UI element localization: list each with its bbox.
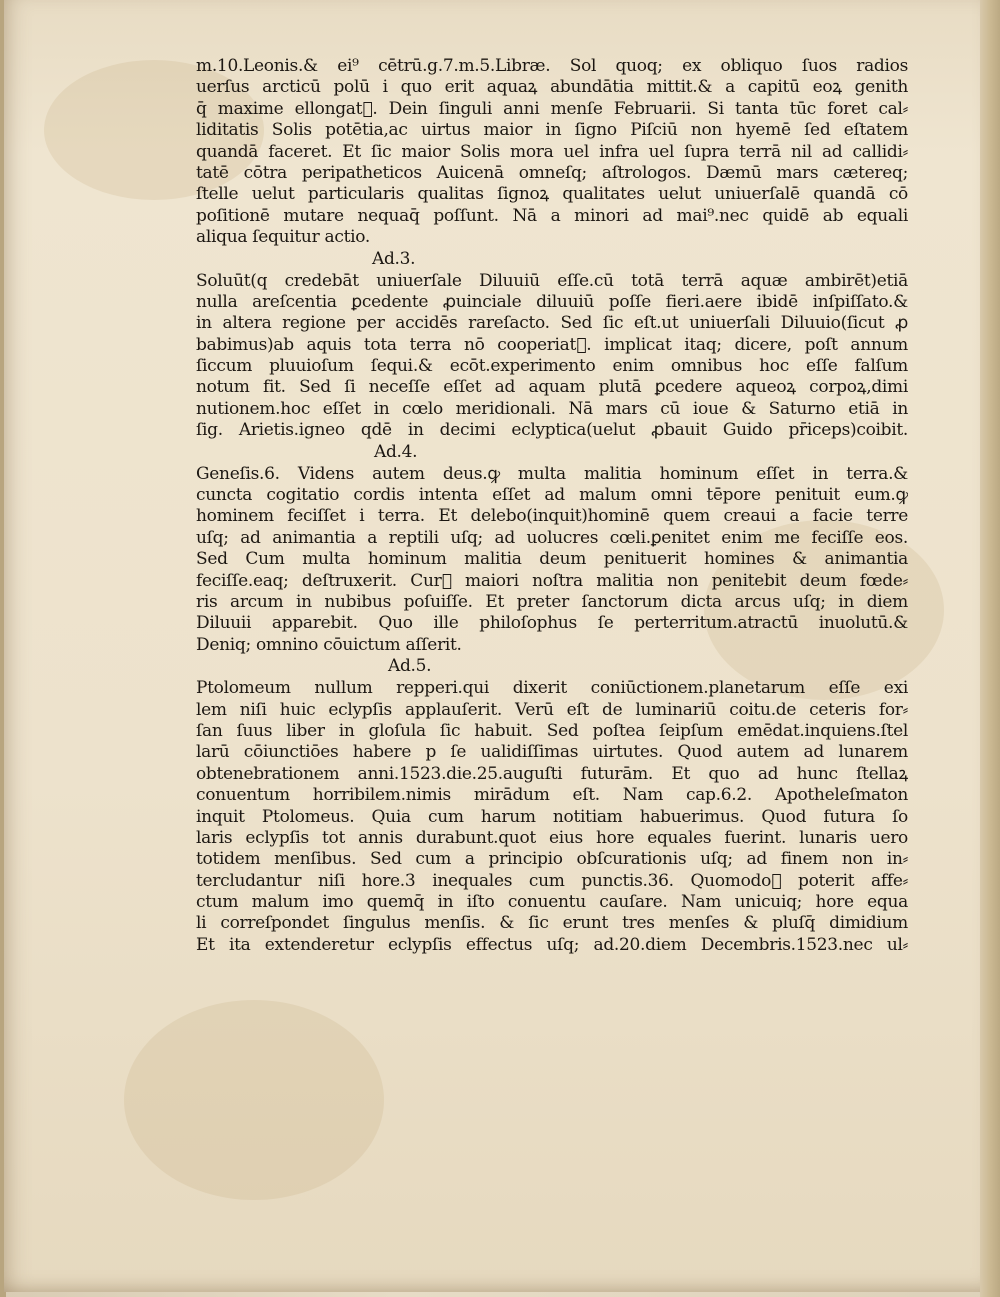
right-page-edge bbox=[980, 0, 1000, 1297]
text-line: ſiccum pluuioſum ſequi.& ecōt.experimento enim omnibus hoc eſſe falſum bbox=[196, 356, 908, 377]
text-line: nutionem.hoc eſſet in cœlo meridionali. Nā mars cū ioue & Saturno etiā in bbox=[196, 398, 908, 419]
text-line: m.10.Leonis.& ei⁹ cētrū.g.7.m.5.Libræ. Sol quoq; ex obliquo ſuos radios bbox=[196, 56, 908, 76]
text-line: ſig. Arietis.igneo qdē in decimi eclyptica(uelut ꝓbauit Guido pr̄iceps)coibit. bbox=[196, 420, 908, 441]
text-line: ris arcum in nubibus poſuiſſe. Et preter ſanctorum dicta arcus uſq; in diem bbox=[196, 591, 908, 612]
text-line: ſan ſuus liber in gloſula ſic habuit. Sed poſtea ſeipſum emēdat.inquiens.ſtel bbox=[196, 720, 908, 741]
text-line: notum fit. Sed ſi neceſſe eſſet ad aquam plutā ꝑcedere aqueoꝝ corpoꝝ,dimi bbox=[196, 377, 908, 398]
text-line: nulla areſcentia ꝑcedente ꝓuinciale diluuiū poſſe fieri.aere ibidē inſpiſſato.& bbox=[196, 291, 908, 312]
text-line: poſitionē mutare nequaq̄ poſſunt. Nā a minori ad mai⁹.nec quidē ab equali bbox=[196, 205, 908, 226]
text-line: Deniq; omnino cōuictum aſſerit. bbox=[196, 634, 462, 655]
text-line: feciſſe.eaq; deſtruxerit. Cur᷑ maiori noſtra malitia non penitebit deum fœde⸗ bbox=[196, 570, 908, 591]
text-line: larū cōiunctiōes habere p ſe ualidiſſimas uirtutes. Quod autem ad lunarem bbox=[196, 742, 908, 763]
text-line: tatē cōtra peripatheticos Auicenā omneſq; aſtrologos. Dæmū mars cætereq; bbox=[196, 162, 908, 183]
text-line: totidem menſibus. Sed cum a principio obſcurationis uſq; ad finem non in⸗ bbox=[196, 849, 908, 870]
text-line: Et ita extenderetur eclypſis effectus uſq; ad.20.diem Decembris.1523.nec ul⸗ bbox=[196, 934, 908, 955]
text-line: inquit Ptolomeus. Quia cum harum notitiam habuerimus. Quod futura ſo bbox=[196, 806, 908, 827]
text-line: q̄ maxime ellongat᷑. Dein ſinguli anni menſe Februarii. Si tanta tūc foret cal⸗ bbox=[196, 98, 908, 119]
text-line: Ptolomeum nullum repperi.qui dixerit coniūctionem.planetarum eſſe exi bbox=[196, 678, 908, 699]
text-line: liditatis Solis potētia,ac uirtus maior in ſigno Piſciū non hyemē ſed eſtatem bbox=[196, 120, 908, 141]
text-line: cuncta cogitatio cordis intenta eſſet ad malum omni tēpore penituit eum.ꝙ bbox=[196, 485, 908, 506]
text-line: Geneſis.6. Videns autem deus.ꝙ multa malitia hominum eſſet in terra.& bbox=[196, 463, 908, 484]
text-line: ſtelle uelut particularis qualitas ſignoꝝ qualitates uelut uniuerſalē quandā cō bbox=[196, 184, 908, 205]
section-2 bbox=[196, 249, 908, 442]
section-4 bbox=[196, 656, 908, 956]
text-line: quandā faceret. Et ſic maior Solis mora uel infra uel ſupra terrā nil ad callidi⸗ bbox=[196, 141, 908, 162]
text-line: hominem feciſſet i terra. Et delebo(inquit)hominē quem creaui a facie terre bbox=[196, 506, 908, 527]
text-line: laris eclypſis tot annis durabunt.quot eius hore equales fuerint. lunaris uero bbox=[196, 827, 908, 848]
text-line: obtenebrationem anni.1523.die.25.auguſti futurām. Et quo ad hunc ſtellaꝝ bbox=[196, 763, 908, 784]
section-3 bbox=[196, 442, 908, 657]
text-line: ctum malum imo quemq̄ in iſto conuentu cauſare. Nam unicuiq; hore equa bbox=[196, 892, 908, 913]
text-line: conuentum horribilem.nimis mirādum eſt. Nam cap.6.2. Apotheleſmaton bbox=[196, 785, 908, 806]
section-heading: Ad.5. bbox=[388, 656, 432, 677]
text-line: tercludantur niſi hore.3 inequales cum punctis.36. Quomodo᷑ poterit affe⸗ bbox=[196, 870, 908, 891]
section-heading: Ad.4. bbox=[374, 441, 418, 462]
text-line: babimus)ab aquis tota terra nō cooperiat᷑. implicat itaq; dicere, poſt annum bbox=[196, 334, 908, 355]
text-line: uſq; ad animantia a reptili uſq; ad uolucres cœli.ꝑenitet enim me feciſſe eos. bbox=[196, 527, 908, 548]
text-line: Soluūt(q credebāt uniuerſale Diluuiū eſſe.cū totā terrā aquæ ambirēt)etiā bbox=[196, 270, 908, 291]
section-1 bbox=[196, 56, 908, 249]
text-line: in altera regione per accidēs rareſacto. Sed ſic eſt.ut uniuerſali Diluuio(ſicut ꝓ bbox=[196, 313, 908, 334]
text-line: Diluuii apparebit. Quo ille philoſophus ſe perterritum.atractū inuolutū.& bbox=[196, 613, 908, 634]
text-line: Sed Cum multa hominum malitia deum penituerit homines & animantia bbox=[196, 549, 908, 570]
text-line: uerſus arcticū polū i quo erit aquaꝝ abundātia mittit.& a capitū eoꝝ genith bbox=[196, 77, 908, 98]
text-line: aliqua ſequitur actio. bbox=[196, 227, 370, 248]
page-text bbox=[196, 56, 908, 956]
text-line: lem niſi huic eclypſis applauſerit. Verū eſt de luminariū coitu.de ceteris for⸗ bbox=[196, 699, 908, 720]
text-line: li correſpondet ſingulus menſis. & ſic erunt tres menſes & pluſq̄ dimidium bbox=[196, 913, 908, 934]
section-heading: Ad.3. bbox=[372, 248, 416, 269]
